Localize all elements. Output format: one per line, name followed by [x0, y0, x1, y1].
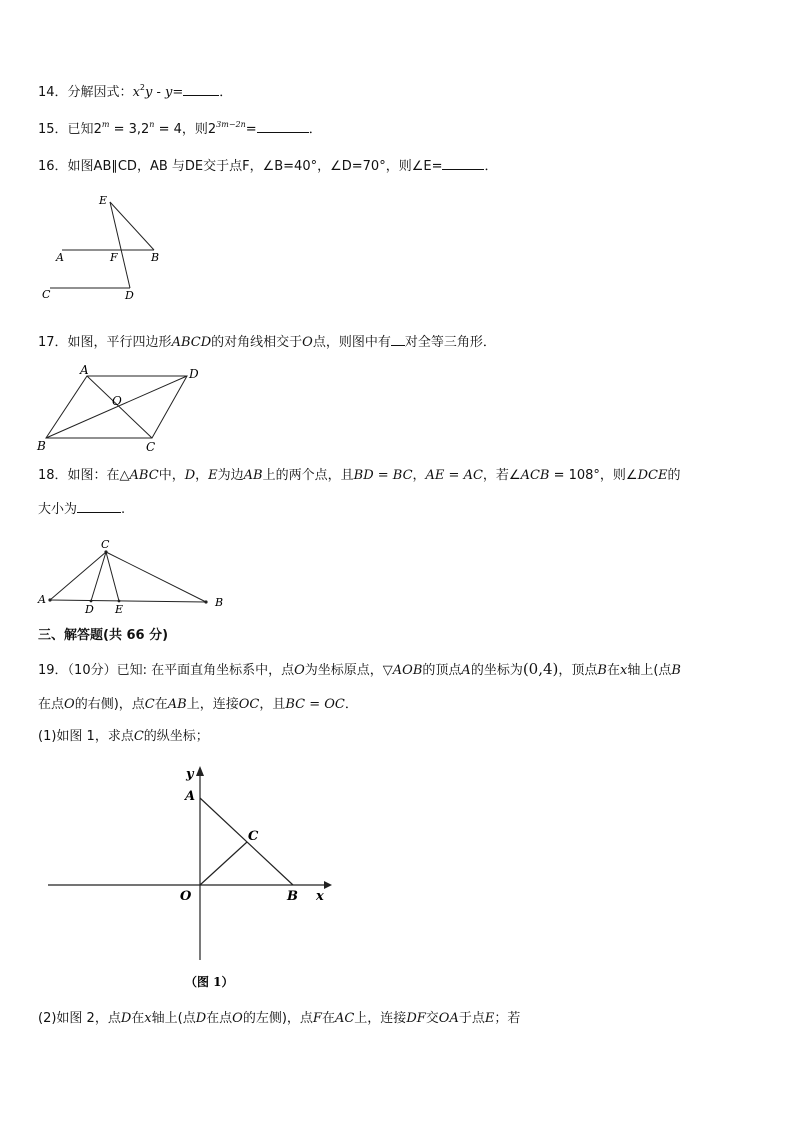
q15-mid: = 3,2: [109, 122, 150, 137]
q19-number: 19．: [38, 663, 68, 678]
q18-e: E: [208, 468, 218, 483]
q18-text3: 为边: [217, 468, 244, 483]
q17-answer-blank[interactable]: [391, 333, 405, 346]
segment-ed: [110, 202, 130, 288]
q19-line2b: 的右侧)，点: [74, 697, 145, 712]
q15-number: 15．: [38, 122, 68, 137]
segment-oc: [200, 842, 247, 885]
q19-text1: 已知: 在平面直角坐标系中，点: [116, 663, 295, 678]
q18-text1: 如图：在△: [67, 468, 130, 483]
q19-oc: OC: [238, 697, 260, 712]
label-c: C: [146, 440, 156, 454]
q19-ac: AC: [334, 1011, 355, 1026]
q19-part2h: 交: [425, 1011, 439, 1026]
q15-sup-m: m: [101, 120, 110, 129]
q18-text2: 中，: [158, 468, 185, 483]
segment-ca: [50, 552, 106, 600]
label-b: B: [215, 596, 224, 609]
q16-number: 16．: [38, 159, 68, 174]
q19-coord: (0,4): [522, 660, 559, 678]
label-c: C: [101, 538, 110, 551]
q19-d2: D: [195, 1011, 207, 1026]
q19-ab: AB: [167, 697, 187, 712]
label-x: x: [316, 889, 324, 904]
q14-expr-rest: y - y=: [145, 85, 184, 100]
q19-figure-1: [40, 760, 340, 996]
q15-base-c: 2: [207, 122, 217, 137]
q19-b2: B: [671, 663, 681, 678]
q18-d: D: [184, 468, 196, 483]
x-axis-arrow-icon: [324, 881, 332, 889]
q19-o: O: [294, 663, 305, 678]
question-14: [38, 83, 232, 102]
q18-figure: [34, 538, 234, 618]
label-c: C: [42, 288, 51, 301]
label-c: C: [248, 829, 259, 844]
q17-text1: 如图，平行四边形: [67, 335, 172, 350]
label-d: D: [189, 367, 199, 381]
q19-o2: O: [64, 697, 75, 712]
q19-e: E: [484, 1011, 495, 1026]
q16-answer-blank[interactable]: [442, 157, 484, 170]
q17-abcd: ABCD: [171, 335, 212, 350]
q18-sep: ，: [195, 468, 209, 483]
q19-f: F: [312, 1011, 322, 1026]
q15-text: 已知: [67, 122, 94, 137]
q19-x2: x: [144, 1011, 152, 1026]
question-19-line2: [38, 696, 358, 714]
q19-oa: OA: [438, 1011, 459, 1026]
q15-sup-n: n: [149, 120, 155, 129]
q14-answer-blank[interactable]: [183, 83, 219, 96]
label-o: O: [180, 889, 192, 904]
question-18-line2: [38, 500, 125, 519]
q17-text3: 点，则图中有: [312, 335, 391, 350]
label-f: F: [110, 251, 118, 264]
q18-tail: .: [121, 502, 126, 517]
q16-figure: [36, 190, 176, 306]
q19-part2j: ；若: [494, 1011, 521, 1026]
label-y: y: [186, 767, 194, 782]
q18-acb: ACB: [520, 468, 550, 483]
question-17: [38, 333, 496, 352]
q19-text2: 为坐标原点，: [304, 663, 383, 678]
q19-text5: ，顶点: [558, 663, 598, 678]
question-19-part2: [38, 1010, 520, 1028]
q19-df: DF: [406, 1011, 426, 1026]
figure-1-caption: （图 1）: [185, 975, 234, 989]
q18-sep2: ，: [412, 468, 426, 483]
q19-part2g: 上，连接: [354, 1011, 407, 1026]
q18-dce: DCE: [637, 468, 668, 483]
q14-text: 分解因式：: [67, 85, 133, 100]
label-a: A: [80, 363, 89, 377]
question-18: [38, 467, 680, 485]
q18-text5: ，若∠: [482, 468, 521, 483]
q15-answer-blank[interactable]: [257, 120, 309, 133]
q18-number: 18．: [38, 468, 68, 483]
q17-o: O: [302, 335, 313, 350]
q15-base-a: 2: [93, 122, 102, 137]
label-a: A: [56, 251, 64, 264]
q17-text2: 的对角线相交于: [211, 335, 303, 350]
label-d: D: [85, 603, 94, 616]
q19-part2e: 的左侧)，点: [242, 1011, 313, 1026]
q19-x: x: [619, 663, 628, 678]
q16-tail: ．: [484, 159, 498, 174]
label-b: B: [151, 251, 160, 264]
q18-abc: ABC: [129, 468, 159, 483]
q19-part2c: 轴上(点: [151, 1011, 196, 1026]
q19-text4: 的坐标为: [470, 663, 523, 678]
q19-part1: (1)如图 1，求点: [38, 729, 134, 744]
q18-text6: = 108°，则∠: [549, 468, 638, 483]
q14-tail: ．: [219, 85, 233, 100]
q19-c: C: [144, 697, 155, 712]
q19-a: A: [461, 663, 471, 678]
q18-answer-blank[interactable]: [77, 500, 121, 513]
q18-ab: AB: [243, 468, 263, 483]
q19-tri: AOB: [392, 663, 423, 678]
q18-bd: BD = BC: [353, 468, 413, 483]
q19-text3: 的顶点: [422, 663, 462, 678]
q19-line2e: ，且: [259, 697, 286, 712]
q15-sup-c: 3m−2n: [216, 120, 246, 129]
question-19-part1: [38, 728, 209, 746]
label-a: A: [38, 593, 46, 606]
q18-text7: 的: [667, 468, 681, 483]
segment-ab: [50, 600, 206, 602]
q18-line2: 大小为: [38, 502, 78, 517]
q14-expr-sup: 2: [139, 83, 145, 92]
label-b: B: [287, 889, 298, 904]
label-e: E: [99, 194, 108, 207]
q19-part2a: (2)如图 2，点: [38, 1011, 121, 1026]
q14-expr-x: x: [132, 85, 140, 100]
question-19: [38, 660, 681, 680]
label-e: E: [115, 603, 124, 616]
section-3-heading: 三、解答题(共 66 分): [38, 628, 169, 643]
question-16: [38, 157, 497, 176]
q19-line2c: 在: [154, 697, 168, 712]
q19-text7: 轴上(点: [627, 663, 672, 678]
q19-line2a: 在点: [38, 697, 65, 712]
q19-text6: 在: [606, 663, 620, 678]
q19-part2b: 在: [131, 1011, 145, 1026]
q14-number: 14．: [38, 85, 68, 100]
q19-part1b: 的纵坐标；: [143, 729, 209, 744]
label-b: B: [37, 439, 46, 453]
q19-o3: O: [232, 1011, 243, 1026]
triangle-icon: ▽: [382, 663, 393, 678]
label-a: A: [185, 789, 196, 804]
segment-cb: [106, 552, 206, 602]
q19-b: B: [597, 663, 607, 678]
q19-line2f: ．: [344, 697, 358, 712]
q19-c3: C: [133, 729, 144, 744]
q19-score: （10分）: [67, 663, 117, 678]
q15-eq: =: [245, 122, 257, 137]
label-o: O: [112, 394, 122, 408]
q19-d: D: [120, 1011, 132, 1026]
question-15: [38, 120, 322, 139]
q17-number: 17．: [38, 335, 68, 350]
q15-mid2: = 4，则: [154, 122, 208, 137]
q15-tail: ．: [308, 122, 322, 137]
q19-part2d: 在点: [206, 1011, 233, 1026]
q19-bc: BC = OC: [285, 697, 345, 712]
segment-ce: [106, 552, 119, 601]
q17-figure: [34, 362, 209, 454]
label-d: D: [125, 289, 134, 302]
q19-line2d: 上，连接: [186, 697, 239, 712]
segment-cd: [91, 552, 106, 601]
q17-text4: 对全等三角形．: [404, 335, 496, 350]
q19-part2f: 在: [321, 1011, 335, 1026]
q18-text4: 上的两个点，且: [262, 468, 354, 483]
y-axis-arrow-icon: [196, 766, 204, 776]
q16-text: 如图AB∥CD，AB 与DE交于点F，∠B=40°，∠D=70°，则∠E=: [67, 159, 443, 174]
segment-eb: [110, 202, 154, 250]
q19-part2i: 于点: [458, 1011, 485, 1026]
q18-ae: AE = AC: [425, 468, 483, 483]
